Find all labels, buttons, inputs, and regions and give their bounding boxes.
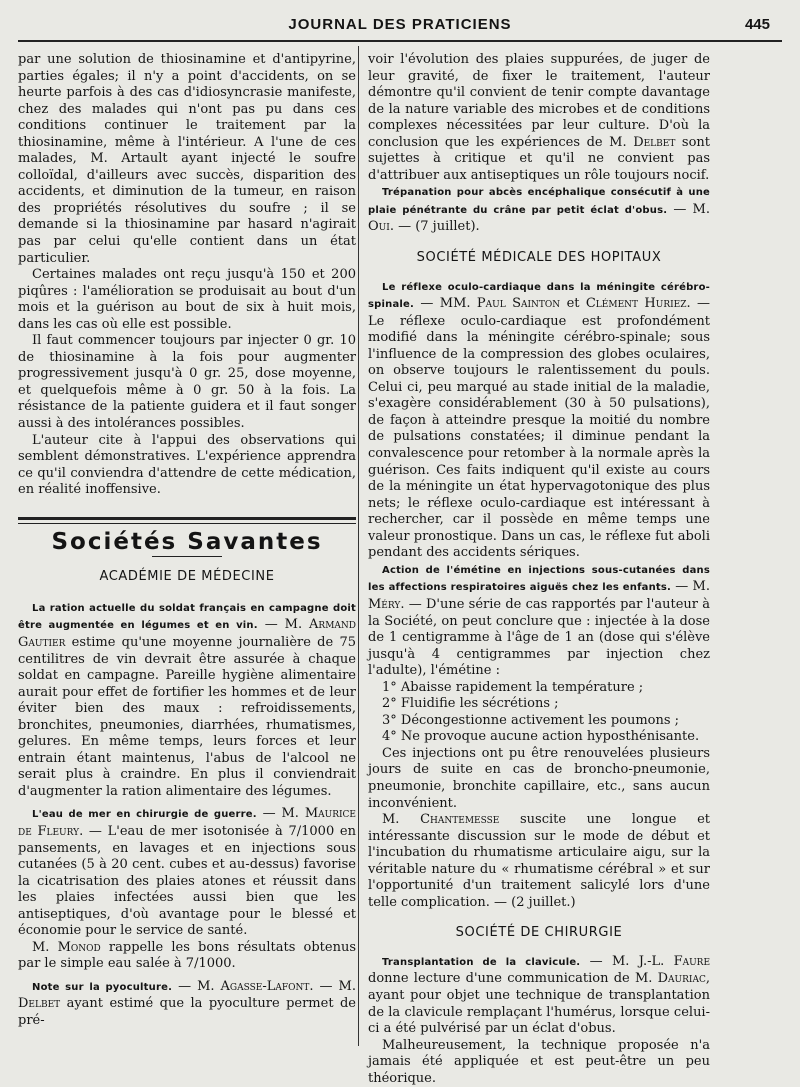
hopitaux-heading: SOCIÉTÉ MÉDICALE DES HOPITAUX [416, 250, 662, 266]
article-reflexe [368, 279, 710, 562]
column-divider [358, 46, 359, 1046]
chirurgie-heading: SOCIÉTÉ DE CHIRURGIE [455, 925, 623, 941]
author-name: Armand Gautier [18, 617, 357, 650]
author-name: Oui [368, 219, 390, 235]
article-date: . — (7 juillet). [389, 219, 480, 235]
dash: — M. J.-L. [580, 953, 674, 969]
list-item: 1° Abaisse rapidement la température ; [382, 679, 644, 695]
paragraph [368, 52, 710, 184]
list-item: 4° Ne provoque aucune action hyposthénisante. [382, 729, 700, 745]
prefix: M. [382, 812, 421, 828]
article-text: ayant estimé que la pyoculture permet de pré- [18, 996, 356, 1028]
author-name: Paul Sainton [476, 296, 561, 312]
list-item: 3° Décongestionne activement les poumons ; [382, 712, 680, 728]
section-rule [18, 517, 356, 524]
article-ration [18, 600, 356, 801]
author-name: Méry [368, 596, 401, 612]
article-pyoculture [18, 979, 356, 1030]
article-text: voir l'évolution des plaies suppurées, de juger de leur gravité, de fixer le traitement, l'auteur démontre qu'il convient de tenir compte davantage de la nature variable des microbes et de conditions complexes nécessitées par leur culture. D'où la conclusion que les expériences de M. [368, 52, 710, 150]
article-title: Note sur la pyoculture. [32, 981, 173, 993]
article-title: Trépanation pour abcès encéphalique consécutif à une plaie pénétrante du crâne par petit éclat d'obus. [368, 187, 710, 216]
author-name: Monod [57, 939, 101, 955]
prefix: M. [32, 939, 58, 955]
article-title: L'eau de mer en chirurgie de guerre. [32, 809, 257, 821]
author-name: Delbet [18, 996, 61, 1012]
paragraph: Ces injections ont pu être renouvelées plusieurs jours de suite en cas de broncho-pneumonie, pneumonie, bronchite capillaire, etc., sans aucun inconvénient. [368, 745, 710, 811]
article-title: Transplantation de la clavicule. [382, 956, 581, 968]
list-item: 2° Fluidifie les sécrétions ; [382, 696, 559, 712]
article-title: Action de l'émétine en injections sous-cutanées dans les affections respiratoires aiguës chez les enfants. [368, 564, 710, 594]
page-number: 445 [744, 16, 770, 33]
paragraph: Malheureusement, la technique proposée n'a jamais été appliquée et est peut-être un peu théorique. [368, 1037, 710, 1086]
conjunction: et [560, 296, 586, 312]
journal-title: JOURNAL DES PRATICIENS [288, 16, 512, 33]
header-rule [18, 40, 782, 42]
dash: — M. [257, 617, 310, 633]
article-text: . — L'eau de mer isotonisée à 7/1000 en pansements, en lavages et en injections sous cutanées (5 à 20 cent. cubes et au-dessus) favorise la cicatrisation des plaies atones et réussit dans les plaies infectées aussi bien que les antiseptiques, d'où avantage pour le blessé et économie pour le service de santé. [18, 823, 357, 939]
running-header [18, 14, 782, 38]
author-name: Clément Huriez [585, 296, 687, 312]
article-eau [18, 806, 356, 939]
article-text: . — D'une série de cas rapportés par l'auteur à la Société, on peut conclure que : injectée à la dose de 1 centigramme à l'âge de 1 an (dose qui s'élève jusqu'à 4 centigrammes par injection chez l'adulte), l'émétine : [368, 596, 710, 679]
article-text: sont sujettes à critique et qu'il ne convient pas d'attribuer aux antiseptiques un rôle toujours nocif. [368, 134, 710, 183]
article-emetine [368, 562, 710, 680]
article-text: suscite une longue et intéressante discussion sur le mode de début et l'incubation du rhumatisme articulaire aigu, sur la véritable nature du « rhumatisme cérébral » et sur l'opportunité d'un traitement salicylé lors d'une telle complication. — (2 juillet.) [368, 812, 711, 910]
author-name: Chantemesse [420, 812, 500, 828]
dash: — M. [256, 806, 305, 822]
heading-rule [152, 556, 222, 557]
academie-heading: ACADÉMIE DE MÉDECINE [99, 569, 275, 585]
article-monod [18, 940, 356, 973]
author-name: Maurice de Fleury [18, 806, 356, 839]
dash: — MM. [414, 296, 477, 312]
paragraph: Il faut commencer toujours par injecter 0 gr. 10 de thiosinamine à la fois pour augmenter progressivement jusqu'à 0 gr. 25, dose moyenne, et quelquefois même à 0 gr. 50 à la fois. La résistance de la patiente guidera et il faut songer aussi à des intolérances possibles. [18, 333, 356, 432]
article-chantemesse [368, 812, 710, 911]
article-text: rappelle les bons résultats obtenus par le simple eau salée à 7/1000. [18, 939, 356, 972]
article-transplantation [368, 954, 710, 1038]
dash: — M. [667, 201, 710, 217]
article-text: , ayant pour objet une technique de transplantation de la clavicule remplaçant l'humérus, lorsque celui-ci a été pulvérisé par un éclat d'obus. [368, 971, 710, 1037]
author-name: Dauriac [657, 971, 706, 987]
author-name: Faure [673, 953, 711, 969]
article-text: . — Le réflexe oculo-cardiaque est profondément modifié dans la méningite cérébro-spinale; sous l'influence de la compression des globes oculaires, on observe toujours le ralentissement du pouls. Celui ci, peu marqué au stade initial de la maladie, s'exagère considérablement (30 à 50 pulsations), de façon à atteindre presque la moitié du nombre de pulsations constatées; il diminue pendant la convalescence pour retomber à la normale après la guérison. Ces faits indiquent qu'il existe au cours de la méningite un état hypervagotonique des plus nets; le réflexe oculo-cardiaque est intéressant à rechercher, car il possède en même temps une valeur pronostique. Dans un cas, le réflexe fut aboli pendant des accidents sériques. [368, 296, 710, 561]
article-text: donne lecture d'une communication de M. [368, 971, 658, 987]
author-name: Delbet [633, 134, 676, 150]
dash: — M. [671, 579, 710, 595]
author-name: Agasse-Lafont [220, 978, 310, 994]
dash: — M. [172, 978, 221, 994]
article-trepanation [368, 184, 710, 236]
article-title: La ration actuelle du soldat français en campagne doit être augmentée en légumes et en vin. [18, 602, 356, 632]
article-text: estime qu'une moyenne journalière de 75 centilitres de vin devrait être assurée à chaque soldat en campagne. Pareille hygiène alimentaire aurait pour effet de fortifier les hommes et de leur éviter bien des maux : refroidissements, bronchites, pneumonies, diarrhées, rhumatismes, gelures. En même temps, leurs forces et leur entrain étant maintenus, l'abus de l'alcool ne serait plus à craindre. En plus il conviendrait d'augmenter la ration alimentaire des légumes. [18, 634, 356, 799]
dash: . — M. [309, 978, 356, 994]
left-column [18, 52, 356, 1030]
article-title: Le réflexe oculo-cardiaque dans la méningite cérébro-spinale. [368, 281, 710, 311]
paragraph: L'auteur cite à l'appui des observations qui semblent démonstratives. L'expérience apprendra ce qu'il conviendra d'attendre de cette médication, en réalité inoffensive. [18, 432, 356, 498]
paragraph: par une solution de thiosinamine et d'antipyrine, parties égales; il n'y a point d'accidents, on se heurte parfois à des cas d'idiosyncrasie manifeste, chez des malades qui n'ont pas pu dans ces conditions continuer le traitement par la thiosinamine, même à l'intérieur. A l'une de ces malades, M. Artault ayant injecté le soufre colloïdal, d'ailleurs avec succès, disparition des accidents, et diminution de la tumeur, en raison des propriétés résolutives du soufre ; il se demande si la thiosinamine par hasard n'agirait pas par celui qu'elle contient dans un état particulier. [18, 52, 356, 266]
societes-heading: Sociétés Savantes [51, 528, 323, 555]
right-column [368, 52, 710, 1087]
paragraph: Certaines malades ont reçu jusqu'à 150 et 200 piqûres : l'amélioration se produisait au bout d'un mois et la guérison au bout de six à huit mois, dans les cas où elle est possible. [18, 267, 356, 332]
